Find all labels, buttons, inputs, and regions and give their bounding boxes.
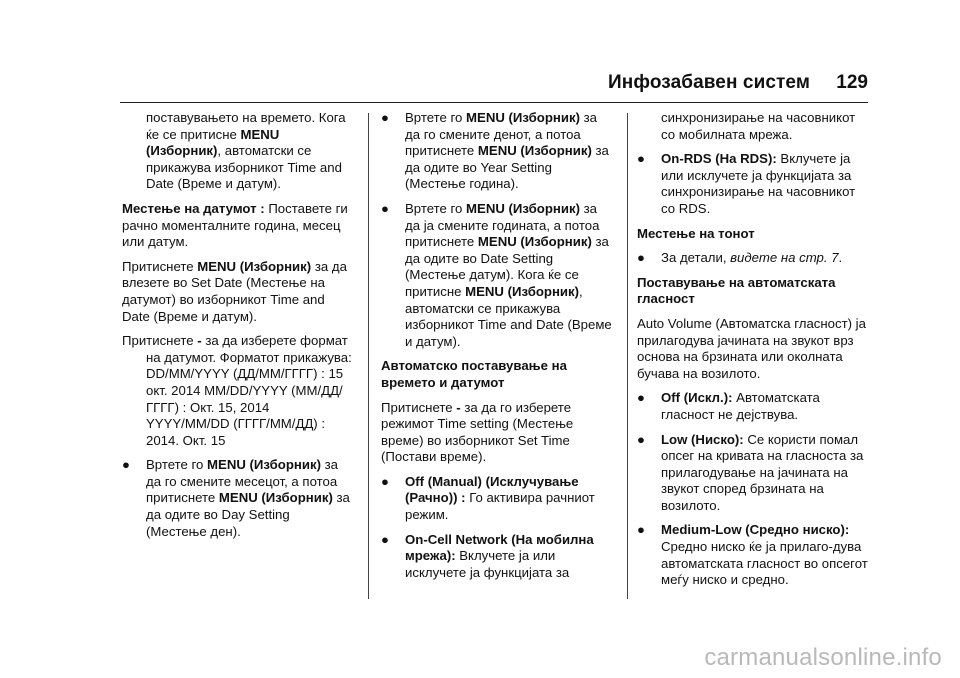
paragraph: Притиснете - за да го изберете режимот Time setting (Местење време) во изборникот Set Time (Постави време). xyxy=(381,399,574,465)
section-heading: Поставување на автоматската гласност xyxy=(637,274,836,307)
column-3 xyxy=(637,110,869,597)
column-divider xyxy=(368,113,369,599)
paragraph: поставувањето на времето. Кога ќе се притисне MENU (Изборник), автоматски се прикажува изборникот Time and Date (Време и датум). xyxy=(146,110,346,192)
page-header xyxy=(120,62,868,103)
bullet-icon: ● xyxy=(381,110,389,125)
header-title: Инфозабавен систем xyxy=(608,72,810,93)
paragraph: Притиснете MENU (Изборник) за да влезете во Set Date (Местење на датумот) во изборникот Time and Date (Време и датум). xyxy=(122,258,347,324)
paragraph: Местење на датумот : Поставете ги рачно моменталните година, месец или датум. xyxy=(122,200,348,250)
bullet-icon: ● xyxy=(381,473,389,489)
list-item: ● Medium-Low (Средно ниско): Средно ниско ќе ја прилаго-дува автоматската гласност во опсегот меѓу ниско и средно. xyxy=(637,522,868,588)
list-item: ● On-RDS (На RDS): Вклучете ја или исклучете ја функцијата за синхронизирање на часовникот со RDS. xyxy=(637,151,856,216)
list-item: ● Off (Искл.): Автоматската гласност не дејствува. xyxy=(637,390,820,422)
column-divider xyxy=(627,113,628,599)
list-item: ● Вртете го MENU (Изборник) за да го смените месецот, а потоа притиснете MENU (Изборник) за да одите во Day Setting (Местење ден). xyxy=(122,457,350,539)
bullet-icon: ● xyxy=(637,250,645,266)
list-item: ● Вртете го MENU (Изборник) за да ја смените годината, а потоа притиснете MENU (Изборник) за да одите во Date Setting (Местење датум). Кога ќе се притисне MENU (Изборник), автоматски се прикажува изборникот Time and Date (Време и датум). xyxy=(381,200,612,349)
paragraph: Притиснете - за да изберете формат на датумот. Форматот прикажува: DD/MM/YYYY (ДД/ММ/ГГГГ) : 15 окт. 2014 MM/DD/YYYY (ММ/ДД/ГГГГ) : Окт. 15, 2014 YYYY/MM/DD (ГГГГ/ММ/ДД) : 2014. Окт. 15 xyxy=(122,333,352,448)
list-item: ● За детали, видете на стр. 7. xyxy=(637,250,843,266)
bullet-icon: ● xyxy=(637,151,645,167)
section-heading: Автоматско поставување на времето и датумот xyxy=(381,358,567,390)
column-1 xyxy=(122,110,354,548)
paragraph: Auto Volume (Автоматска гласност) ја прилагодува јачината на звукот врз основа на брзината или околната бучава на возилото. xyxy=(637,315,866,381)
list-item: ● On-Cell Network (На мобилна мрежа): Вклучете ја или исклучете ја функцијата за xyxy=(381,531,594,580)
bullet-icon: ● xyxy=(637,522,645,538)
section-heading: Местење на тонот xyxy=(637,225,755,241)
paragraph: синхронизирање на часовникот со мобилната мрежа. xyxy=(661,110,856,142)
watermark: carmanualsonline.info xyxy=(704,644,942,671)
list-item: ● Off (Manual) (Исклучување (Рачно)) : Го активира рачниот режим. xyxy=(381,473,595,523)
cross-reference[interactable]: видете на стр. 7 xyxy=(730,250,839,266)
bullet-icon: ● xyxy=(122,457,130,473)
bullet-icon: ● xyxy=(381,531,389,547)
bullet-icon: ● xyxy=(381,200,389,216)
bullet-icon: ● xyxy=(637,390,645,406)
list-item: ● Low (Ниско): Се користи помал опсег на кривата на гласноста за прилагодување на јачината на звукот според брзината на возилото. xyxy=(637,431,864,513)
column-2 xyxy=(381,110,613,589)
page-number: 129 xyxy=(836,72,868,93)
bullet-icon: ● xyxy=(637,431,645,447)
list-item: ● Вртете го MENU (Изборник) за да го смените денот, а потоа притиснете MENU (Изборник) за да одите во Year Setting (Местење година). xyxy=(381,110,609,192)
